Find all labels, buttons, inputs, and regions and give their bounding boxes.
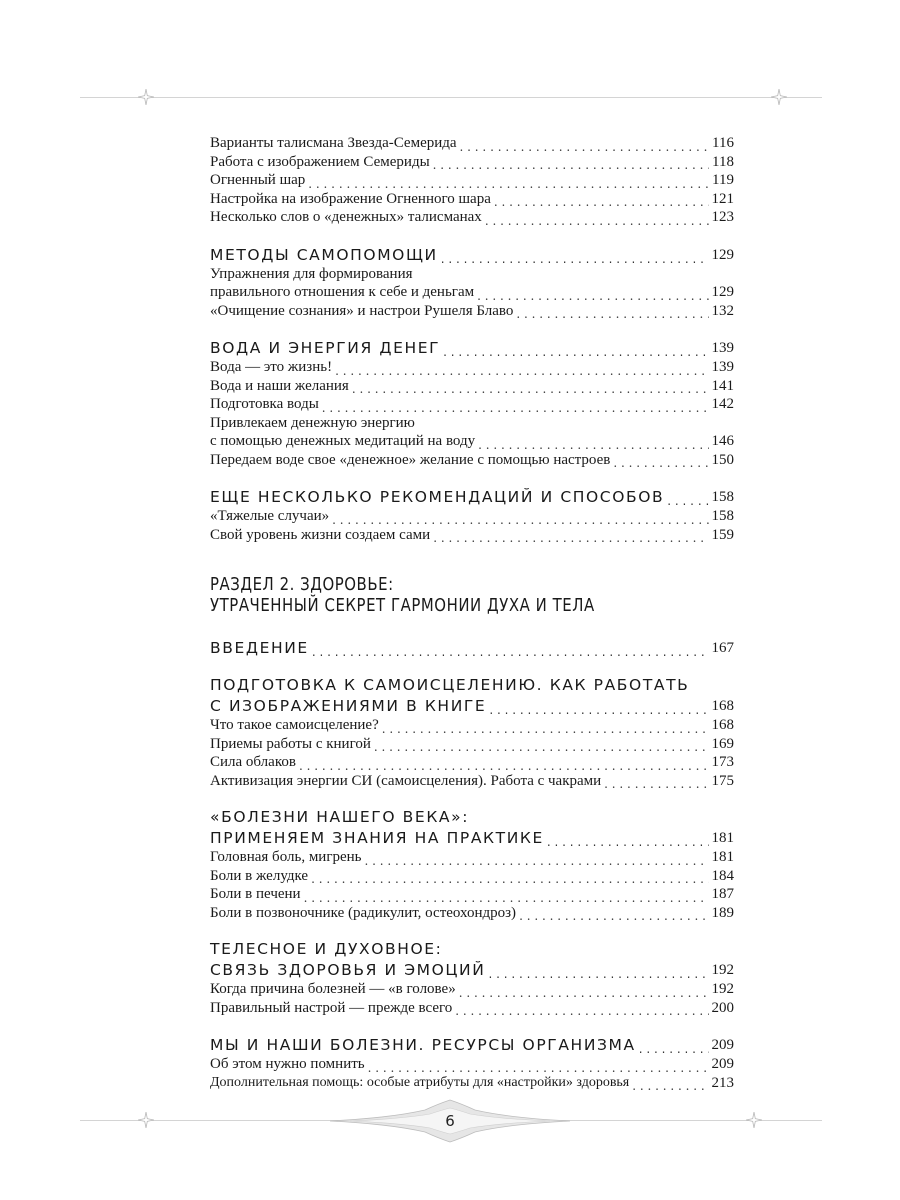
page-ref: 200 <box>711 999 734 1016</box>
page-ref: 121 <box>711 190 734 207</box>
toc-entry[interactable]: Несколько слов о «денежных» талисманах . . . 123 <box>210 208 734 227</box>
page-ref: 118 <box>712 153 734 170</box>
toc-entry[interactable]: Вода — это жизнь! . . . 139 <box>210 358 734 377</box>
toc-group-intro <box>210 638 734 658</box>
toc-group-body-spirit <box>210 940 734 1017</box>
toc-entry[interactable]: Правильный настрой — прежде всего . . . 200 <box>210 999 734 1018</box>
page-ref: 209 <box>711 1056 734 1072</box>
page-ref: 168 <box>711 698 734 714</box>
page-ref: 158 <box>711 508 734 524</box>
toc-entry[interactable]: Свой уровень жизни создаем сами . . . 159 <box>210 526 734 545</box>
page-ref: 181 <box>711 830 734 846</box>
toc-entry[interactable]: Что такое самоисцеление? . . . 168 <box>210 716 734 735</box>
toc-entry[interactable]: Работа с изображением Семериды . . . 118 <box>210 153 734 172</box>
chapter-heading[interactable]: ВВЕДЕНИЕ . . . 167 <box>210 638 734 658</box>
page-ref: 184 <box>711 867 734 884</box>
chapter-heading[interactable]: ЕЩЕ НЕСКОЛЬКО РЕКОМЕНДАЦИЙ И СПОСОБОВ . . . 158 <box>210 487 734 507</box>
chapter-heading[interactable]: С ИЗОБРАЖЕНИЯМИ В КНИГЕ . . . 168 <box>210 696 734 716</box>
toc-entry[interactable]: с помощью денежных медитаций на воду . . . 146 <box>210 432 734 451</box>
toc-entry[interactable]: Передаем воде свое «денежное» желание с помощью настроев . . . 150 <box>210 451 734 470</box>
page-ref: 189 <box>711 904 734 921</box>
toc-entry[interactable]: Настройка на изображение Огненного шара . . . 121 <box>210 190 734 209</box>
page-ref: 146 <box>711 433 734 449</box>
chapter-heading[interactable]: МЕТОДЫ САМОПОМОЩИ . . . 129 <box>210 245 734 265</box>
chapter-heading-line[interactable]: ТЕЛЕСНОЕ И ДУХОВНОЕ: <box>210 940 443 958</box>
toc-entry[interactable]: Боли в печени . . . 187 <box>210 885 734 904</box>
page-ref: 192 <box>711 962 734 978</box>
chapter-heading-line[interactable]: «БОЛЕЗНИ НАШЕГО ВЕКА»: <box>210 808 470 826</box>
toc-group-resources <box>210 1035 734 1092</box>
top-rule <box>80 97 822 98</box>
toc-entry[interactable]: Когда причина болезней — «в голове» . . . 192 <box>210 980 734 999</box>
toc-entry[interactable]: Огненный шар . . . 119 <box>210 171 734 190</box>
table-of-contents <box>210 134 734 1110</box>
toc-group-methods <box>210 245 734 321</box>
section-heading <box>210 574 734 616</box>
page-ref: 175 <box>711 772 734 789</box>
toc-entry-line[interactable]: Упражнения для формирования <box>210 265 413 282</box>
toc-entry[interactable]: Вода и наши желания . . . 141 <box>210 377 734 396</box>
page-ref: 150 <box>711 451 734 468</box>
toc-entry[interactable]: Варианты талисмана Звезда-Семерида . . . 116 <box>210 134 734 153</box>
toc-entry-line[interactable]: Привлекаем денежную энергию <box>210 414 415 431</box>
section-title-line: РАЗДЕЛ 2. ЗДОРОВЬЕ: <box>210 574 394 595</box>
toc-group-water <box>210 338 734 469</box>
page-ref: 187 <box>711 886 734 902</box>
toc-entry[interactable]: Боли в позвоночнике (радикулит, остеохондроз) . . . 189 <box>210 904 734 923</box>
page-ref: 209 <box>711 1037 734 1053</box>
toc-entry[interactable]: Сила облаков . . . 173 <box>210 753 734 772</box>
page-ref: 181 <box>711 849 734 865</box>
page-ref: 213 <box>711 1074 734 1091</box>
chapter-heading-line[interactable]: ПОДГОТОВКА К САМОИСЦЕЛЕНИЮ. КАК РАБОТАТЬ <box>210 676 690 694</box>
star-ornament-icon <box>771 89 787 105</box>
chapter-heading[interactable]: МЫ И НАШИ БОЛЕЗНИ. РЕСУРСЫ ОРГАНИЗМА . . . 209 <box>210 1035 734 1055</box>
toc-entry[interactable]: правильного отношения к себе и деньгам . . . 129 <box>210 283 734 302</box>
toc-group-more <box>210 487 734 544</box>
page-ref: 167 <box>711 640 734 656</box>
chapter-heading[interactable]: ПРИМЕНЯЕМ ЗНАНИЯ НА ПРАКТИКЕ . . . 181 <box>210 828 734 848</box>
page-ref: 142 <box>711 396 734 412</box>
page-ref: 139 <box>711 340 734 356</box>
page-ref: 173 <box>711 754 734 770</box>
toc-entry[interactable]: Приемы работы с книгой . . . 169 <box>210 735 734 754</box>
page-ref: 192 <box>711 981 734 997</box>
chapter-heading[interactable]: СВЯЗЬ ЗДОРОВЬЯ И ЭМОЦИЙ . . . 192 <box>210 960 734 980</box>
page-ref: 168 <box>711 717 734 733</box>
toc-entry[interactable]: Дополнительная помощь: особые атрибуты для «настройки» здоровья . . . 213 <box>210 1074 734 1093</box>
page-ref: 123 <box>711 209 734 225</box>
star-ornament-icon <box>138 89 154 105</box>
toc-entry[interactable]: «Очищение сознания» и настрои Рушеля Блаво . . . 132 <box>210 302 734 321</box>
toc-entry[interactable]: Подготовка воды . . . 142 <box>210 395 734 414</box>
toc-group-diseases <box>210 808 734 922</box>
page-ref: 169 <box>711 735 734 752</box>
toc-entry[interactable]: Активизация энергии СИ (самоисцеления). Работа с чакрами . . . 175 <box>210 772 734 791</box>
page-ref: 132 <box>711 302 734 319</box>
page-ref: 116 <box>712 135 734 151</box>
page-ref: 129 <box>711 246 734 263</box>
toc-group-preparation <box>210 676 734 790</box>
toc-group-talismans <box>210 134 734 227</box>
page-ref: 141 <box>711 377 734 394</box>
page-ref: 139 <box>711 359 734 375</box>
toc-entry[interactable]: Головная боль, мигрень . . . 181 <box>210 848 734 867</box>
page-ref: 119 <box>712 172 734 188</box>
section-title-line: УТРАЧЕННЫЙ СЕКРЕТ ГАРМОНИИ ДУХА И ТЕЛА <box>210 595 595 616</box>
toc-entry[interactable]: Боли в желудке . . . 184 <box>210 867 734 886</box>
page-ref: 158 <box>711 489 734 505</box>
page-ref: 159 <box>711 526 734 543</box>
chapter-heading[interactable]: ВОДА И ЭНЕРГИЯ ДЕНЕГ . . . 139 <box>210 338 734 358</box>
toc-entry[interactable]: «Тяжелые случаи» . . . 158 <box>210 507 734 526</box>
page-ref: 129 <box>711 284 734 300</box>
toc-entry[interactable]: Об этом нужно помнить . . . 209 <box>210 1055 734 1074</box>
page-number: 6 <box>445 1112 455 1130</box>
